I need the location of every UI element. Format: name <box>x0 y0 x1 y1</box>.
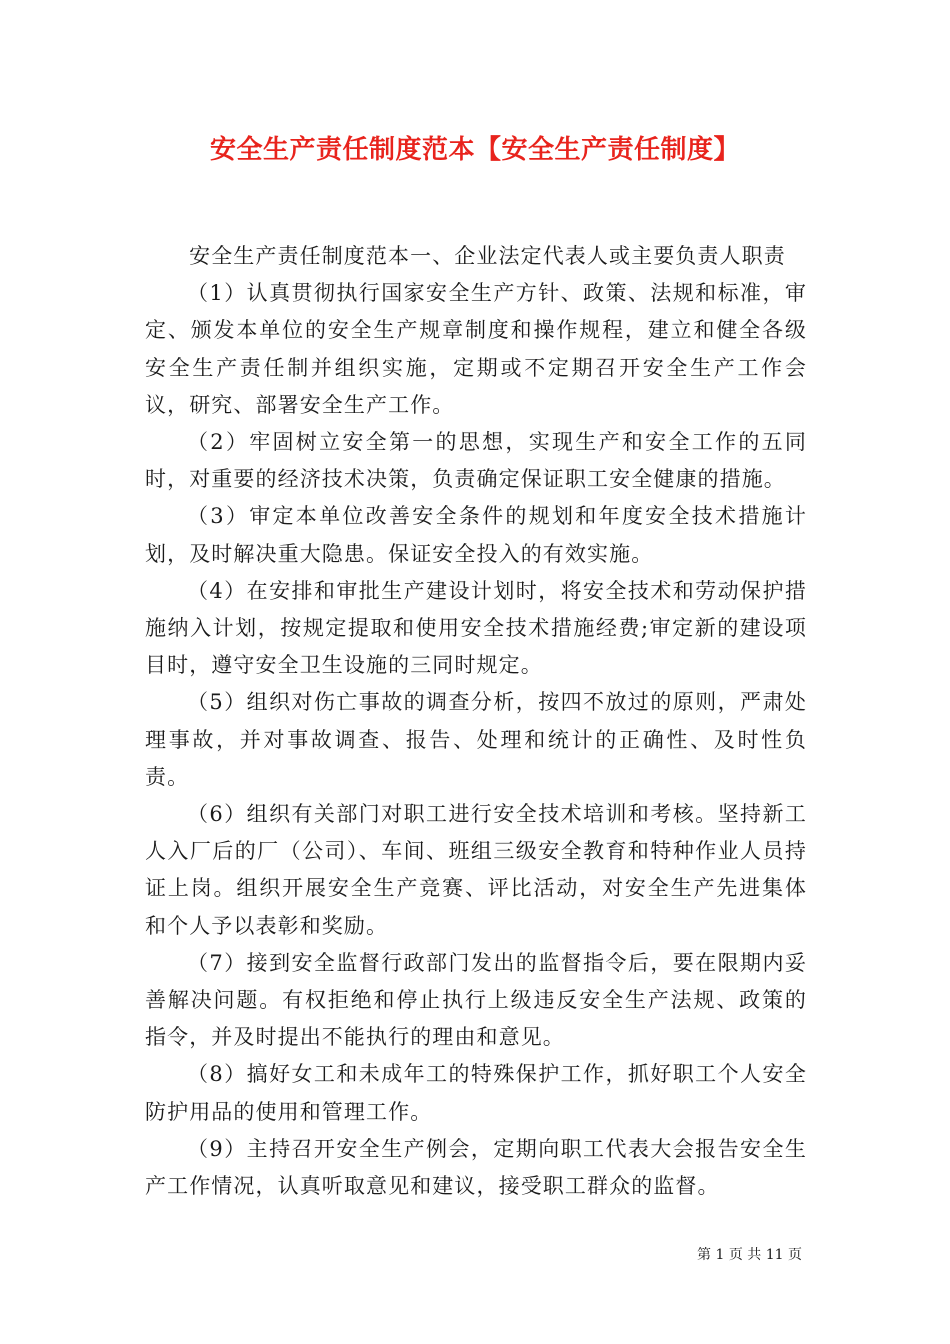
page-number: 第 1 页 共 11 页 <box>697 1247 802 1263</box>
paragraph-item-6: （6）组织有关部门对职工进行安全技术培训和考核。坚持新工人入厂后的厂（公司）、车间、班组三级安全教育和特种作业人员持证上岗。组织开展安全生产竞赛、评比活动，对安全生产先进集体和个人予以表彰和奖励。 <box>145 802 807 938</box>
paragraph-item-3: （3）审定本单位改善安全条件的规划和年度安全技术措施计划，及时解决重大隐患。保证安全投入的有效实施。 <box>145 504 807 566</box>
paragraph-item-5: （5）组织对伤亡事故的调查分析，按四不放过的原则，严肃处理事故，并对事故调查、报告、处理和统计的正确性、及时性负责。 <box>145 690 807 789</box>
paragraph-item-7: （7）接到安全监督行政部门发出的监督指令后，要在限期内妥善解决问题。有权拒绝和停止执行上级违反安全生产法规、政策的指令，并及时提出不能执行的理由和意见。 <box>145 950 807 1050</box>
paragraph-item-4: （4）在安排和审批生产建设计划时，将安全技术和劳动保护措施纳入计划，按规定提取和使用安全技术措施经费;审定新的建设项目时，遵守安全卫生设施的三同时规定。 <box>145 578 807 678</box>
intro-paragraph: 安全生产责任制度范本一、企业法定代表人或主要负责人职责 <box>189 244 786 268</box>
paragraph-item-2: （2）牢固树立安全第一的思想，实现生产和安全工作的五同时，对重要的经济技术决策，负责确定保证职工安全健康的措施。 <box>145 430 807 492</box>
paragraph-item-1: （1）认真贯彻执行国家安全生产方针、政策、法规和标准，审定、颁发本单位的安全生产规章制度和操作规程，建立和健全各级安全生产责任制并组织实施，定期或不定期召开安全生产工作会议，研究、部署安全生产工作。 <box>145 281 807 417</box>
paragraph-item-8: （8）搞好女工和未成年工的特殊保护工作，抓好职工个人安全防护用品的使用和管理工作。 <box>145 1062 807 1124</box>
paragraph-item-9: （9）主持召开安全生产例会，定期向职工代表大会报告安全生产工作情况，认真听取意见和建议，接受职工群众的监督。 <box>145 1136 807 1199</box>
document-body <box>145 238 807 1205</box>
document-title: 安全生产责任制度范本【安全生产责任制度】 <box>209 135 740 165</box>
